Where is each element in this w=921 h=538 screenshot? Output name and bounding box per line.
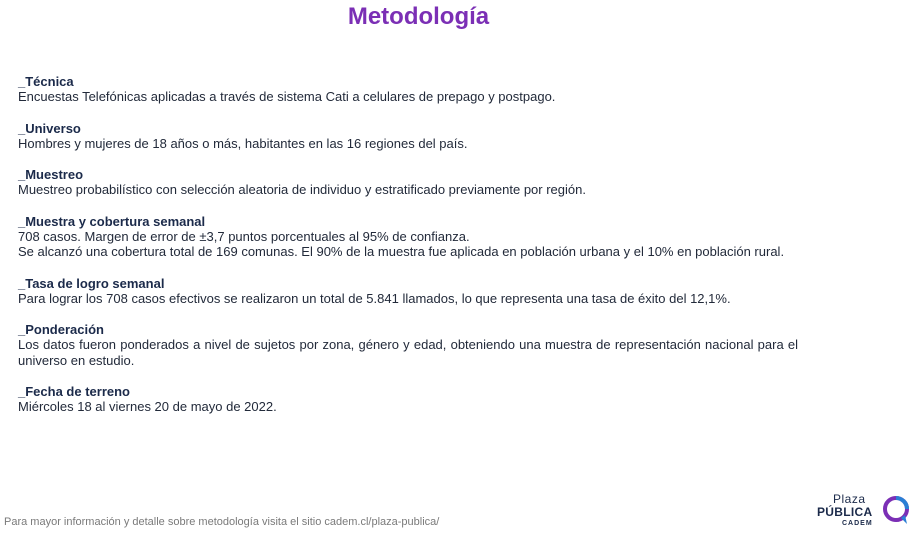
section-text: 708 casos. Margen de error de ±3,7 puntos porcentuales al 95% de confianza. [18, 228, 470, 244]
section-heading: _Fecha de terreno [18, 384, 130, 399]
methodology-content [18, 74, 798, 431]
section-ponderacion [18, 322, 798, 368]
logo-text-publica: PÚBLICA [817, 505, 873, 519]
section-heading: _Ponderación [18, 322, 104, 337]
section-heading: _Técnica [18, 74, 74, 89]
section-heading: _Muestreo [18, 167, 84, 182]
section-text: Miércoles 18 al viernes 20 de mayo de 2022. [18, 399, 277, 414]
section-tasa-logro [18, 276, 798, 307]
section-heading: _Muestra y cobertura semanal [18, 213, 206, 229]
section-text: Hombres y mujeres de 18 años o más, habitantes en las 16 regiones del país. [18, 135, 468, 151]
page-title: Metodología [347, 3, 490, 30]
section-muestra-cobertura [18, 214, 798, 260]
section-muestreo [18, 167, 798, 198]
section-text: Encuestas Telefónicas aplicadas a través de sistema Cati a celulares de prepago y postpago. [18, 89, 556, 104]
section-text: Muestreo probabilístico con selección aleatoria de individuo y estratificado previamente por región. [18, 182, 586, 197]
logo-text-plaza: Plaza [833, 492, 866, 506]
section-heading: _Universo [18, 120, 81, 136]
logo-text-cadem: CADEM [842, 520, 873, 527]
section-text: Se alcanzó una cobertura total de 169 comunas. El 90% de la muestra fue aplicada en población urbana y el 10% en población rural. [18, 244, 785, 259]
section-heading: _Tasa de logro semanal [18, 275, 165, 291]
section-universo [18, 121, 798, 152]
section-text: Los datos fueron ponderados a nivel de sujetos por zona, género y edad, obteniendo una muestra de representación nacional para el universo en estudio. [18, 337, 798, 368]
section-text: Para lograr los 708 casos efectivos se realizaron un total de 5.841 llamados, lo que representa una tasa de éxito del 12,1%. [18, 290, 731, 306]
footer-note: Para mayor información y detalle sobre metodología visita el sitio cadem.cl/plaza-publica/ [4, 516, 440, 528]
section-fecha-terreno [18, 384, 798, 415]
speech-bubble-icon [883, 496, 911, 526]
section-tecnica [18, 74, 798, 105]
plaza-publica-logo [814, 492, 914, 532]
